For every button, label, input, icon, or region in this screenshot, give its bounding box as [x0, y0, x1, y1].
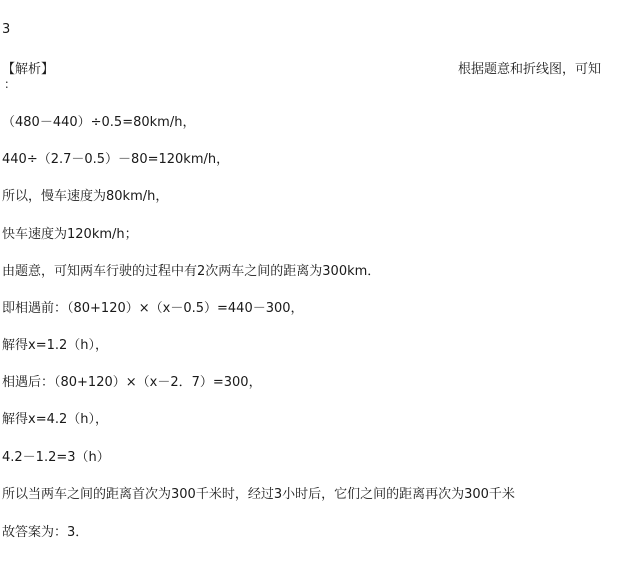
solution-line: 440÷（2.7－0.5）－80=120km/h，	[2, 152, 230, 167]
solution-line: （480－440）÷0.5=80km/h，	[2, 115, 196, 130]
solution-line: 所以当两车之间的距离首次为300千米时，经过3小时后，它们之间的距离再次为300千米	[2, 487, 515, 502]
analysis-heading: 【解析】	[2, 62, 55, 77]
solution-line: 即相遇前：（80+120）×（x－0.5）=440－300，	[2, 301, 304, 316]
solution-line: 解得x=1.2（h），	[2, 338, 108, 353]
solution-line: 解得x=4.2（h），	[2, 412, 108, 427]
solution-line: 4.2－1.2=3（h）	[2, 450, 110, 465]
answer-number: 3	[2, 22, 11, 37]
solution-line: 由题意，可知两车行驶的过程中有2次两车之间的距离为300km．	[2, 264, 381, 279]
solution-line: 快车速度为120km/h；	[2, 227, 138, 242]
solution-line: 所以，慢车速度为80km/h，	[2, 189, 169, 204]
intro-colon: ：	[4, 77, 17, 91]
final-answer: 故答案为：3．	[2, 525, 89, 540]
solution-line: 相遇后：（80+120）×（x－2．7）=300，	[2, 375, 262, 390]
analysis-intro: 根据题意和折线图，可知	[458, 62, 602, 77]
